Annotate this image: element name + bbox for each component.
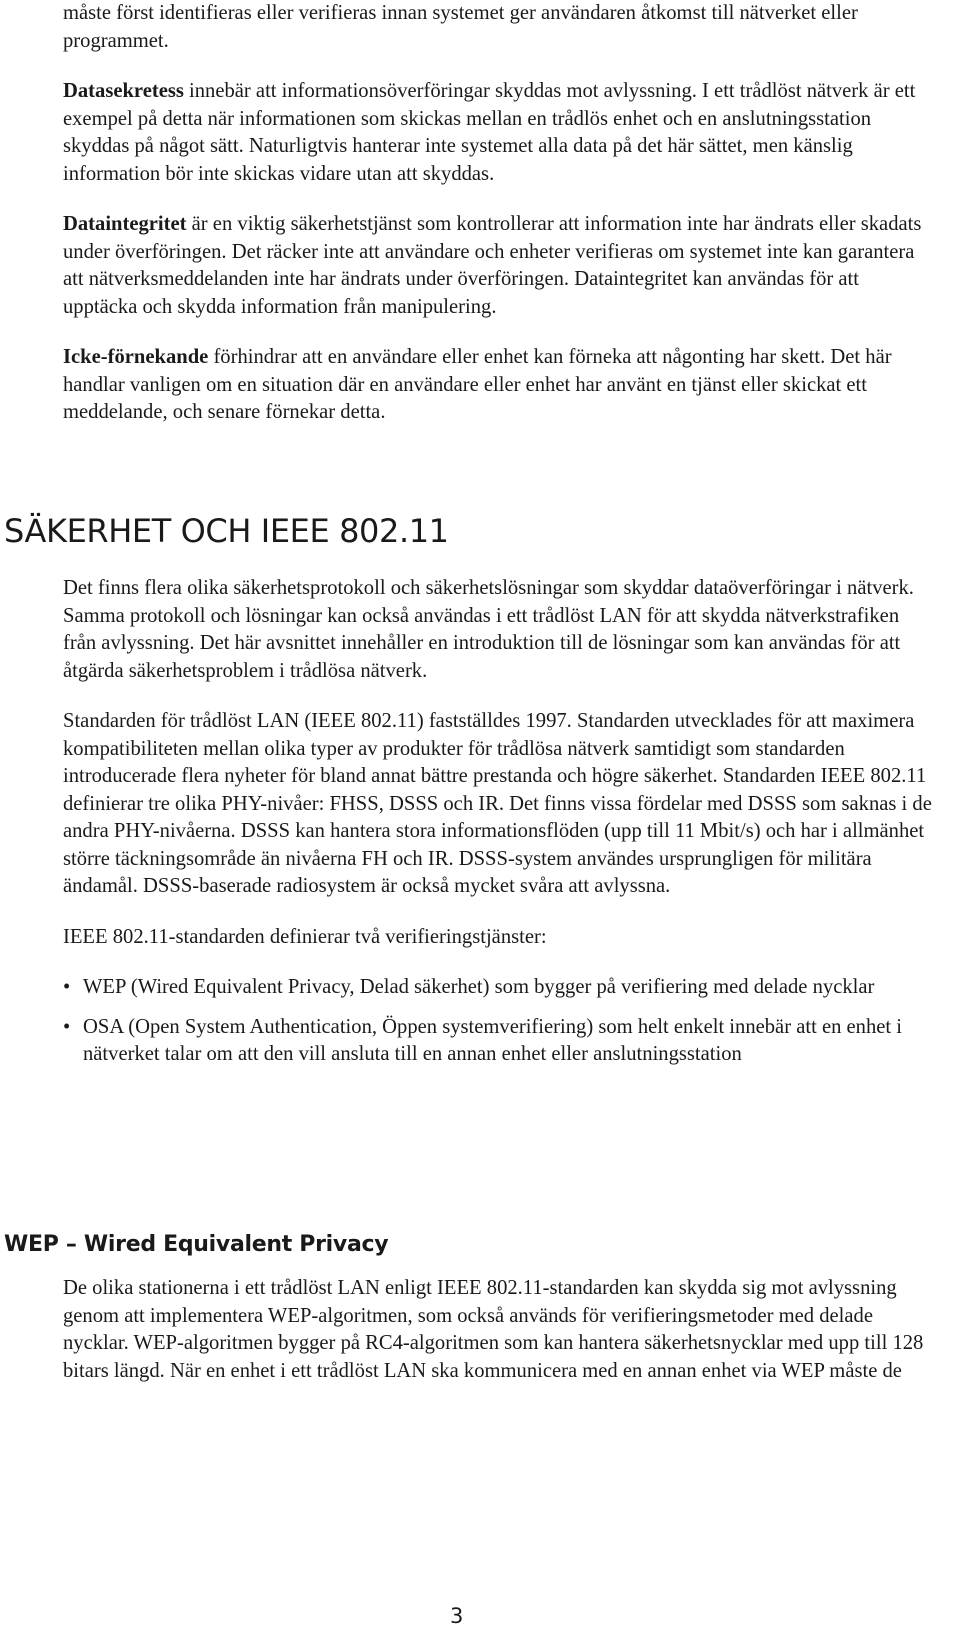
paragraph-text: IEEE 802.11-standarden definierar två verifieringstjänster: — [63, 925, 547, 948]
paragraph-verification-services — [63, 924, 933, 952]
list-item — [63, 1014, 933, 1069]
section-heading: SÄKERHET OCH IEEE 802.11 — [4, 512, 449, 550]
paragraph-verification-continued — [63, 0, 933, 55]
term-datasekretess: Datasekretess — [63, 80, 184, 102]
paragraph-text: måste först identifieras eller verifieras innan systemet ger användaren åtkomst till nätverket eller programmet. — [63, 2, 858, 52]
list-item — [63, 974, 933, 1002]
paragraph-ieee-standard — [63, 708, 933, 901]
term-icke-fornekande: Icke-förnekande — [63, 346, 209, 368]
section-text-block — [63, 575, 933, 1092]
wep-text-block — [63, 1275, 933, 1408]
list-item-text: OSA (Open System Authentication, Öppen systemverifiering) som helt enkelt innebär att en enhet i nätverket talar om att den vill ansluta till en annan enhet eller anslutningsstation — [83, 1015, 902, 1065]
paragraph-data-integrity — [63, 211, 933, 321]
paragraph-text: De olika stationerna i ett trådlöst LAN enligt IEEE 802.11-standarden kan skydda sig mot avlyssning genom att implementera WEP-algoritmen, som också används för verifieringsmetoder med delade nycklar. WEP-algoritmen bygger på RC4-algoritmen som kan hantera säkerhetsnycklar med upp till 128 bitars längd. När en enhet i ett trådlöst LAN ska kommunicera med en annan enhet via WEP måste de — [63, 1277, 924, 1382]
paragraph-wep — [63, 1275, 933, 1385]
bullet-marker: • — [63, 976, 71, 998]
paragraph-text: Det finns flera olika säkerhetsprotokoll och säkerhetslösningar som skyddar dataöverföringar i nätverk. Samma protokoll och lösningar kan också användas i ett trådlöst LAN för att skydda nätverkstrafiken från avlyssning. Det här avsnittet innehåller en introduktion till de lösningar som kan användas för att åtgärda säkerhetsproblem i trådlösa nätverk. — [63, 577, 914, 682]
page-number: 3 — [450, 1604, 464, 1628]
paragraph-protocols-intro — [63, 575, 933, 685]
paragraph-non-repudiation — [63, 344, 933, 427]
paragraph-text: innebär att informationsöverföringar skyddas mot avlyssning. I ett trådlöst nätverk är ett exempel på detta när informationen som skickas mellan en trådlös enhet och en anslutningsstation skyddas på något sätt. Naturligtvis hanterar inte systemet alla data på det här sättet, men känslig information bör inte skickas vidare utan att skyddas. — [63, 80, 916, 185]
paragraph-text: Standarden för trådlöst LAN (IEEE 802.11) fastställdes 1997. Standarden utvecklades för att maximera kompatibiliteten mellan olika typer av produkter för trådlösa nätverk samtidigt som standarden introducerade flera nyheter för bland annat bättre prestanda och högre säkerhet. Standarden IEEE 802.11 definierar tre olika PHY-nivåer: FHSS, DSSS och IR. Det finns vissa fördelar med DSSS som saknas i de andra PHY-nivåerna. DSSS kan hantera stora informationsflöden (upp till 11 Mbit/s) och har i allmänhet större täckningsområde än nivåerna FH och IR. DSSS-system användes ursprungligen för militära ändamål. DSSS-baserade radiosystem är också mycket svåra att avlyssna. — [63, 710, 932, 897]
term-dataintegritet: Dataintegritet — [63, 213, 187, 235]
intro-text-block — [63, 0, 933, 450]
paragraph-text: förhindrar att en användare eller enhet kan förneka att någonting har skett. Det här handlar vanligen om en situation där en användare eller enhet har använt en tjänst eller skickat ett meddelande, och senare förnekar detta. — [63, 346, 892, 423]
bullet-marker: • — [63, 1015, 71, 1038]
paragraph-data-confidentiality — [63, 78, 933, 188]
verification-services-list — [63, 974, 933, 1069]
subsection-heading: WEP – Wired Equivalent Privacy — [4, 1232, 389, 1257]
list-item-text: WEP (Wired Equivalent Privacy, Delad säkerhet) som bygger på verifiering med delade nycklar — [83, 976, 875, 998]
paragraph-text: är en viktig säkerhetstjänst som kontrollerar att information inte har ändrats eller skadats under överföringen. Det räcker inte att användare och enheter verifieras om systemet inte kan garantera att nätverksmeddelanden inte har ändrats under överföringen. Dataintegritet kan användas för att upptäcka och skydda information från manipulering. — [63, 213, 922, 318]
